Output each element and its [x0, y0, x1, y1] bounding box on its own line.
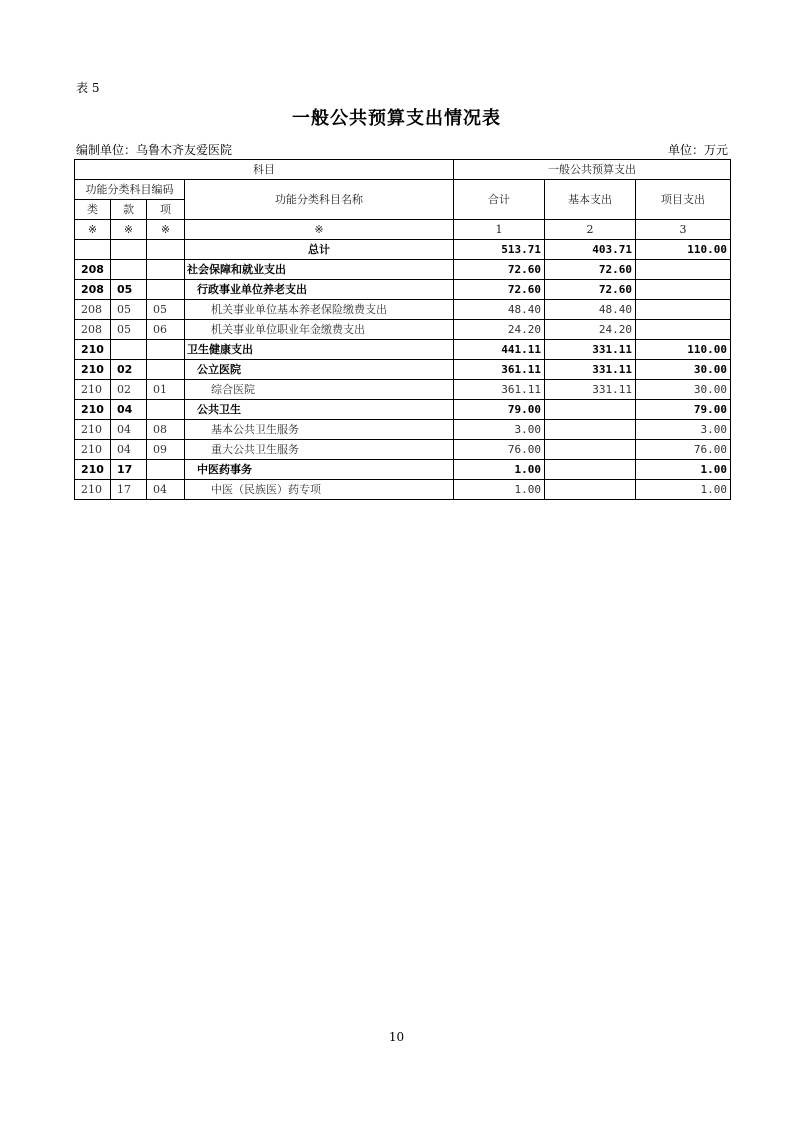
- header-lei: 类: [75, 200, 111, 220]
- cell-lei: 210: [75, 420, 111, 440]
- cell-total: 3.00: [454, 420, 545, 440]
- cell-xiang: 04: [147, 480, 185, 500]
- mark-cell: ※: [147, 220, 185, 240]
- header-subject: 科目: [75, 160, 454, 180]
- currency-unit: 单位：万元: [667, 143, 728, 157]
- cell-project: [636, 320, 731, 340]
- cell-name: 机关事业单位职业年金缴费支出: [185, 320, 454, 340]
- cell-lei: 210: [75, 480, 111, 500]
- cell-xiang: 05: [147, 300, 185, 320]
- cell-project: [636, 300, 731, 320]
- cell-total: 1.00: [454, 460, 545, 480]
- cell-basic: 331.11: [545, 380, 636, 400]
- header-row: [75, 180, 731, 200]
- cell-lei: 208: [75, 320, 111, 340]
- cell-basic: [545, 400, 636, 420]
- table-row: [75, 420, 731, 440]
- cell-lei: 210: [75, 340, 111, 360]
- cell-xiang: 01: [147, 380, 185, 400]
- cell-total: 24.20: [454, 320, 545, 340]
- cell-total: 361.11: [454, 380, 545, 400]
- mark-cell: ※: [185, 220, 454, 240]
- table-row: [75, 360, 731, 380]
- cell-total: 79.00: [454, 400, 545, 420]
- cell-lei: 208: [75, 260, 111, 280]
- cell-total: 48.40: [454, 300, 545, 320]
- cell-project: 1.00: [636, 480, 731, 500]
- table-number: 表 5: [76, 81, 100, 95]
- cell-kuan: 04: [111, 440, 147, 460]
- cell-kuan: 02: [111, 380, 147, 400]
- cell-basic: 24.20: [545, 320, 636, 340]
- cell-basic: 72.60: [545, 260, 636, 280]
- table-row: [75, 400, 731, 420]
- total-sum: 513.71: [454, 240, 545, 260]
- cell-kuan: 04: [111, 400, 147, 420]
- cell-kuan: 05: [111, 300, 147, 320]
- cell-xiang: [147, 360, 185, 380]
- cell-project: 30.00: [636, 380, 731, 400]
- header-name: 功能分类科目名称: [185, 180, 454, 220]
- table-row: [75, 340, 731, 360]
- cell-name: 行政事业单位养老支出: [185, 280, 454, 300]
- col-index-2: 2: [545, 220, 636, 240]
- cell-name: 综合医院: [185, 380, 454, 400]
- cell-kuan: 17: [111, 460, 147, 480]
- cell-name: 机关事业单位基本养老保险缴费支出: [185, 300, 454, 320]
- cell-project: 110.00: [636, 340, 731, 360]
- cell-lei: 210: [75, 440, 111, 460]
- col-index-1: 1: [454, 220, 545, 240]
- cell-kuan: 05: [111, 320, 147, 340]
- cell-lei: 210: [75, 400, 111, 420]
- header-row: [75, 160, 731, 180]
- total-basic: 403.71: [545, 240, 636, 260]
- header-code-group: 功能分类科目编码: [75, 180, 185, 200]
- header-budget: 一般公共预算支出: [454, 160, 731, 180]
- cell-project: [636, 260, 731, 280]
- cell-project: 30.00: [636, 360, 731, 380]
- cell-basic: 72.60: [545, 280, 636, 300]
- cell-kuan: 04: [111, 420, 147, 440]
- cell-basic: 331.11: [545, 340, 636, 360]
- cell-xiang: 08: [147, 420, 185, 440]
- cell-kuan: [111, 340, 147, 360]
- cell-project: 79.00: [636, 400, 731, 420]
- cell-total: 76.00: [454, 440, 545, 460]
- cell-basic: [545, 480, 636, 500]
- header-kuan: 款: [111, 200, 147, 220]
- cell-name: 公立医院: [185, 360, 454, 380]
- cell-name: 社会保障和就业支出: [185, 260, 454, 280]
- mark-cell: ※: [111, 220, 147, 240]
- cell-xiang: [147, 400, 185, 420]
- table-row: [75, 260, 731, 280]
- col-index-3: 3: [636, 220, 731, 240]
- cell-xiang: [147, 340, 185, 360]
- mark-cell: ※: [75, 220, 111, 240]
- cell-basic: 331.11: [545, 360, 636, 380]
- budget-table: [74, 159, 731, 500]
- header-project: 项目支出: [636, 180, 731, 220]
- empty-cell: [111, 240, 147, 260]
- cell-lei: 210: [75, 460, 111, 480]
- cell-kuan: 05: [111, 280, 147, 300]
- cell-total: 441.11: [454, 340, 545, 360]
- cell-name: 公共卫生: [185, 400, 454, 420]
- table-row: [75, 380, 731, 400]
- cell-basic: 48.40: [545, 300, 636, 320]
- cell-name: 基本公共卫生服务: [185, 420, 454, 440]
- table-row: [75, 280, 731, 300]
- cell-kuan: 02: [111, 360, 147, 380]
- cell-kuan: [111, 260, 147, 280]
- cell-lei: 208: [75, 280, 111, 300]
- empty-cell: [147, 240, 185, 260]
- header-total: 合计: [454, 180, 545, 220]
- cell-project: 76.00: [636, 440, 731, 460]
- cell-basic: [545, 420, 636, 440]
- compiling-unit: 编制单位：乌鲁木齐友爱医院: [76, 143, 233, 157]
- cell-name: 重大公共卫生服务: [185, 440, 454, 460]
- cell-kuan: 17: [111, 480, 147, 500]
- cell-xiang: [147, 460, 185, 480]
- cell-xiang: 09: [147, 440, 185, 460]
- cell-xiang: [147, 280, 185, 300]
- cell-lei: 208: [75, 300, 111, 320]
- cell-total: 72.60: [454, 280, 545, 300]
- cell-xiang: 06: [147, 320, 185, 340]
- cell-total: 72.60: [454, 260, 545, 280]
- cell-project: 3.00: [636, 420, 731, 440]
- total-label: 总计: [185, 240, 454, 260]
- table-row: [75, 320, 731, 340]
- total-row: [75, 240, 731, 260]
- cell-name: 卫生健康支出: [185, 340, 454, 360]
- cell-project: [636, 280, 731, 300]
- cell-name: 中医（民族医）药专项: [185, 480, 454, 500]
- table-row: [75, 460, 731, 480]
- total-project: 110.00: [636, 240, 731, 260]
- cell-total: 1.00: [454, 480, 545, 500]
- cell-lei: 210: [75, 360, 111, 380]
- cell-name: 中医药事务: [185, 460, 454, 480]
- table-row: [75, 480, 731, 500]
- cell-total: 361.11: [454, 360, 545, 380]
- empty-cell: [75, 240, 111, 260]
- page-number: 10: [388, 1030, 405, 1044]
- table-row: [75, 300, 731, 320]
- header-xiang: 项: [147, 200, 185, 220]
- cell-basic: [545, 460, 636, 480]
- table-row: [75, 440, 731, 460]
- header-basic: 基本支出: [545, 180, 636, 220]
- cell-xiang: [147, 260, 185, 280]
- header-index-row: [75, 220, 731, 240]
- cell-lei: 210: [75, 380, 111, 400]
- cell-project: 1.00: [636, 460, 731, 480]
- cell-basic: [545, 440, 636, 460]
- page-title: 一般公共预算支出情况表: [292, 108, 501, 129]
